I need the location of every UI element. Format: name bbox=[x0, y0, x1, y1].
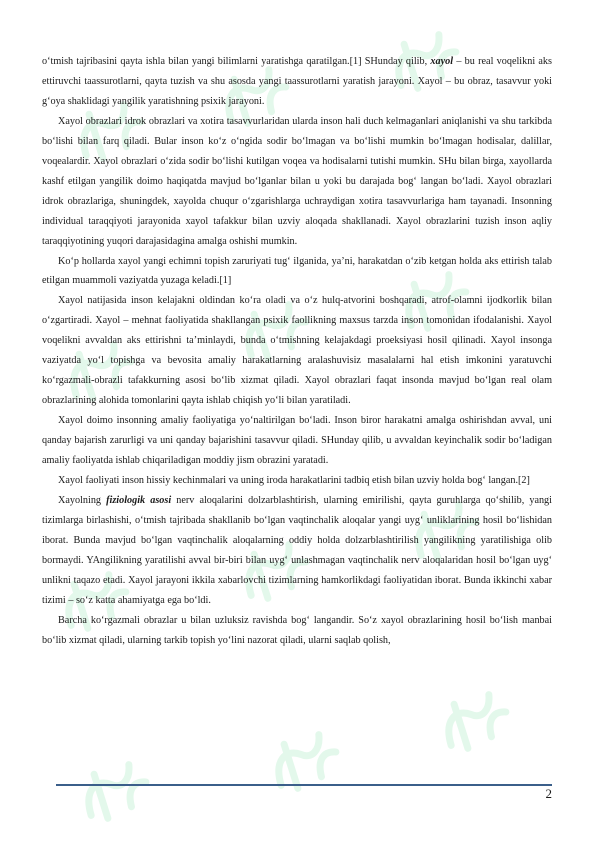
text-run: o‘tmish tajribasini qayta ishla bilan yangi bilimlarni yaratishga qaratilgan.[1] SHunday qilib, bbox=[42, 56, 431, 67]
emphasized-term: xayol bbox=[430, 56, 454, 67]
paragraph bbox=[42, 52, 552, 112]
text-run: nerv aloqalarini dolzarblashtirish, ularning emirilishi, qayta guruhlarga qo‘shilib, yangi tizimlarga birlashishi, o‘tmish tajribada shakllanib bo‘lgan vaqtinchalik aloqalar yangi uyg‘ unliklarining hosil bo‘lishidan iborat. Bunda mavjud bo‘lgan vaqtinchalik aloqalarning oddiy holda dolzarblashtirilish yangilikning yaratilishiga olib bormaydi. YAngilikning yaratilishi avval bir-biri bilan uyg‘ unlashmagan vaqtinchalik nerv aloqalaridan hosil bo‘lgan uyg‘ unlikni taqazo etadi. Xayol jarayoni ikkila xabarlovchi tizimlarning hamkorlikdagi faoliyatidan iborat. Bunda ikkinchi xabar tizimi – so‘z katta ahamiyatga ega bo‘ldi. bbox=[42, 494, 552, 606]
text-run: – bu real voqelikni aks ettiruvchi taassurotlarni, qayta tuzish va shu asosda yangi taassurotlarni yaratish jarayoni. Xayol – bu obraz, tasavvur yoki g‘oya shaklidagi yangilik yaratishning psixik jarayoni. bbox=[42, 56, 552, 107]
text-run: Ko‘p hollarda xayol yangi echimni topish zaruriyati tug‘ ilganida, ya’ni, harakatdan o‘zib ketgan holda aks ettirish talab etilgan muammoli vaziyatda yuzaga keladi.[1] bbox=[42, 255, 552, 287]
paragraph bbox=[42, 112, 552, 252]
text-run: Barcha ko‘rgazmali obrazlar u bilan uzluksiz ravishda bog‘ langandir. So‘z xayol obrazlarining hosil bo‘lish manbai bo‘lib xizmat qiladi, ularning tarkib topish yo‘lini nazorat qiladi, ularni saqlab qolish, bbox=[42, 614, 552, 646]
paragraph bbox=[42, 252, 552, 292]
footer-rule bbox=[56, 784, 552, 786]
text-run: Xayol doimo insonning amaliy faoliyatiga yo‘naltirilgan bo‘ladi. Inson biror harakatni amalga oshirishdan avval, uni qanday bajarish zarurligi va uni qanday bajarishini tasavvur qiladi. SHunday qilib, u avvaldan keyinchalik sodir bo‘ladigan amaliy faoliyatda ishlab chiqariladigan moddiy jism obrazini yaratadi. bbox=[42, 415, 552, 467]
paragraph bbox=[42, 471, 552, 491]
text-run: Xayol faoliyati inson hissiy kechinmalari va uning iroda harakatlarini tadbiq etish bilan uzviy holda bog‘ langan.[2] bbox=[58, 475, 530, 487]
watermark-stamp bbox=[433, 682, 513, 758]
watermark-stamp bbox=[73, 752, 153, 828]
paragraph bbox=[42, 611, 552, 651]
text-run: Xayol natijasida inson kelajakni oldindan ko‘ra oladi va o‘z hulq-atvorini boshqaradi, atrof-olamni ijodkorlik bilan o‘zgartiradi. Xayol – mehnat faoliyatida shakllangan psixik faollikning maxsus tarzda inson tomonidan ifodalanishi. Xayol voqelikni avvaldan aks ettirishni ta’minlaydi, bunda o‘tmishning kelajakdagi proeksiyasi hosil qilinadi. Xayol insonga vaziyatda yo‘l topishga va bevosita amaliy harakatlarning aralashuvisiz masalalarni hal etish imkonini yaratuvchi ko‘rgazmali-obrazli tafakkurning asosi bo‘lib xizmat qiladi. Xayol obrazlari faqat insonda mavjud bo‘lgan real olam obrazlarining alohida tomonlarini qayta ishlab chiqish yo‘li bilan yaratiladi. bbox=[42, 295, 552, 407]
body-text bbox=[42, 52, 552, 651]
paragraph bbox=[42, 491, 552, 611]
paragraph bbox=[42, 291, 552, 411]
text-run: Xayol obrazlari idrok obrazlari va xotira tasavvurlaridan ularda inson hali duch kelmaganlari aniqlanishi va shu tarkibda bo‘lishi bilan farq qiladi. Bular inson ko‘z o‘ngida sodir bo‘lmagan va bo‘lishi mumkin bo‘lmagan hodisalar, dalillar, voqealardir. Xayol obrazlari o‘zida sodir bo‘lishi kutilgan voqea va hodisalarni tutishi mumkin. SHu bilan birga, xayollarda kashf etilgan yangilik doimo haqiqatda mavjud bo‘lganlar bilan u yoki bu darajada bog‘ langan bo‘ladi. Xayol obrazlari idrok obrazlariga, shuningdek, xayolda chuqur o‘zgarishlarga uchraydigan xotira tasavvurlariga ham tayanadi. Insonning individual taraqqiyoti jarayonida xayol tafakkur bilan uzviy aloqada shakllanadi. Xayol obrazlarini tuzish inson aqliy taraqqiyotining yuqori darajasidagina amalga oshishi mumkin. bbox=[42, 115, 552, 247]
emphasized-term: fiziologik asosi bbox=[106, 494, 172, 506]
text-run: Xayolning bbox=[58, 494, 107, 506]
paragraph bbox=[42, 411, 552, 471]
page-number: 2 bbox=[545, 786, 552, 801]
watermark-stamp bbox=[263, 722, 343, 798]
